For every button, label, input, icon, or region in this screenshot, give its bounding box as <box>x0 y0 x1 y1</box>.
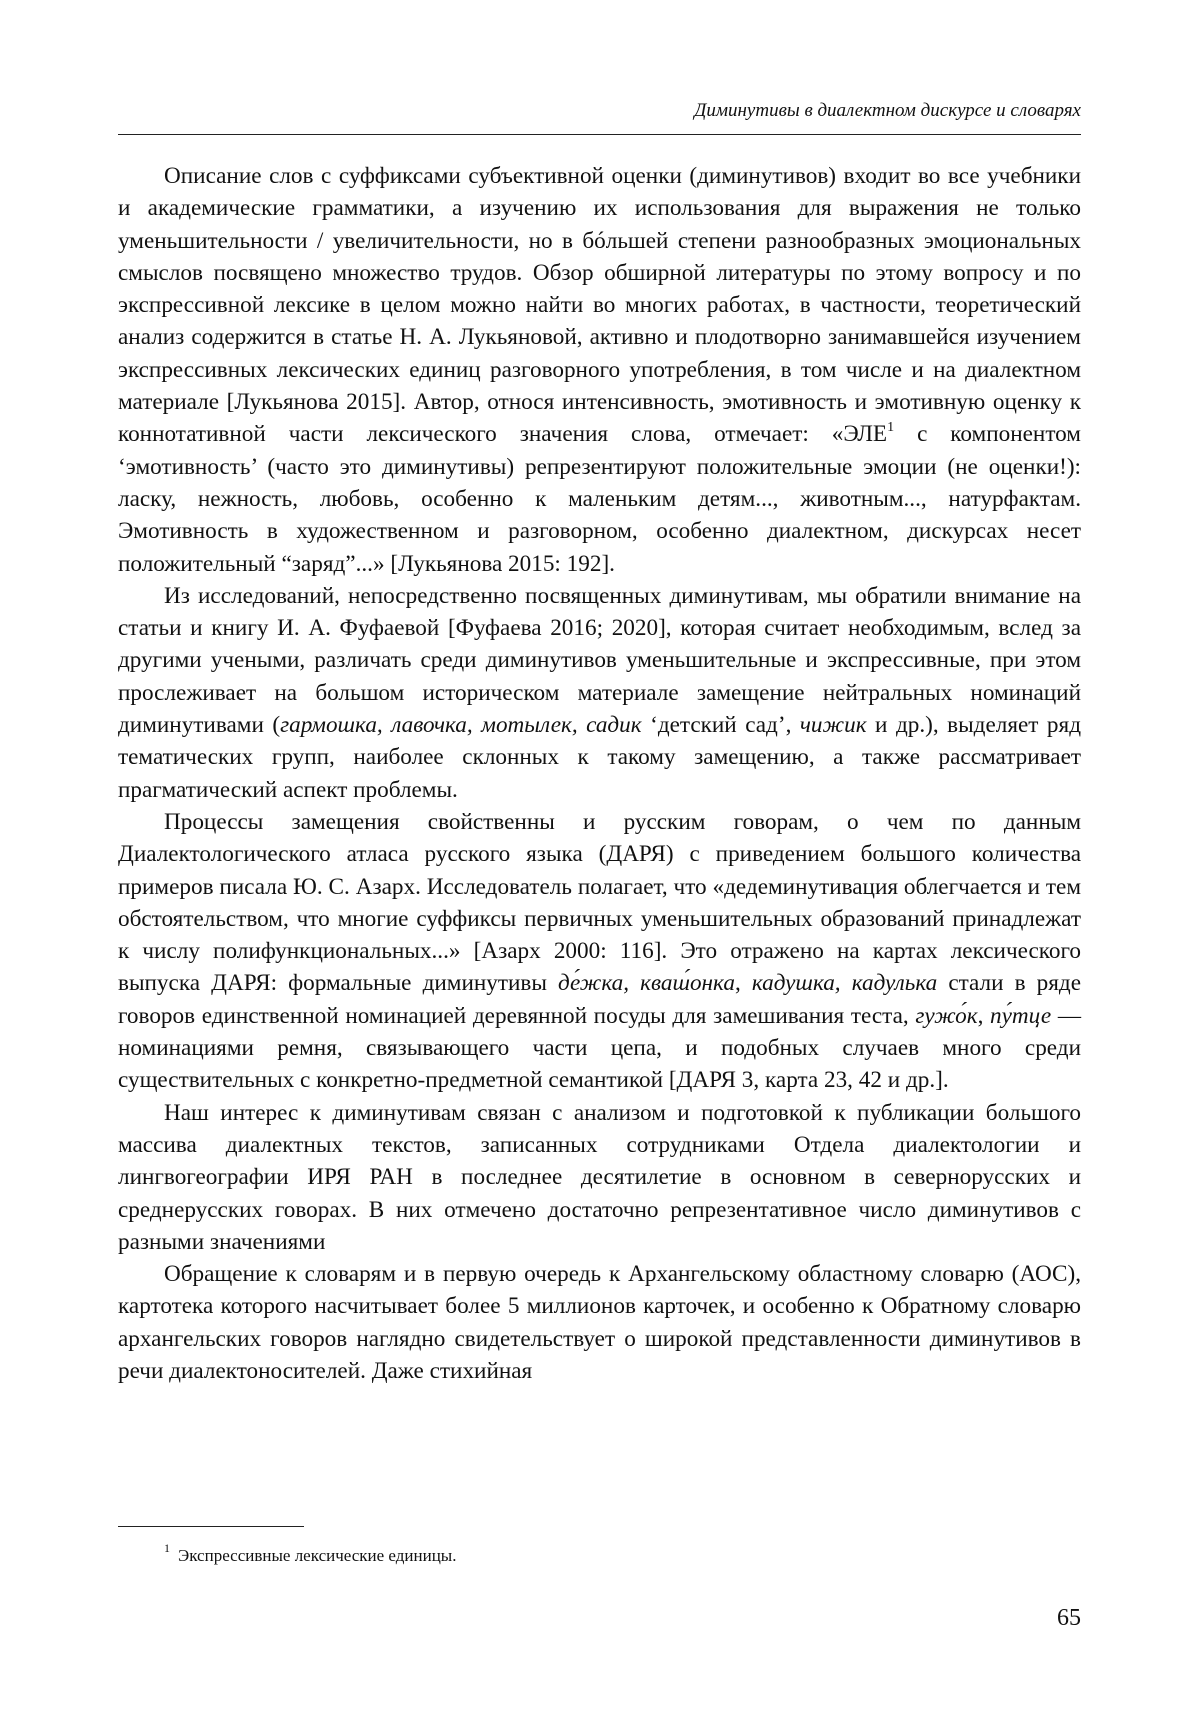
italic-example: чижик <box>799 712 867 739</box>
page <box>118 0 1081 1710</box>
footnote-rule <box>118 1526 304 1527</box>
text-segment: ‘детский сад’, <box>641 712 800 739</box>
text-segment: Процессы замещения свойственны и русским говорам, о чем по данным Диалектологического атласа русского языка (ДАРЯ) с приведением большого количества примеров писала Ю. С. Азарх. Исследователь полагает, что «дедеминутивация облегчается и тем обстоятельством, что многие суффиксы первичных уменьшительных образований принадлежат к числу полифункциональных...» [Азарх 2000: 116]. Это отражено на картах лексического выпуска ДАРЯ: формальные диминутивы <box>118 808 1081 997</box>
italic-example: де́жка, кваш́онка <box>558 970 735 997</box>
italic-example: пу́тце <box>990 1002 1052 1029</box>
text-segment: Описание слов с суффиксами субъективной оценки (диминутивов) входит во все учебники и академические грамматики, а изучению их использования для выражения не только уменьшительности / увеличительности, но в бóльшей степени разнообразных эмоциональных смыслов посвящено множество трудов. Обзор обширной литературы по этому вопросу и по экспрессивной лексике в целом можно найти во многих работах, в частности, теоретический анализ содержится в статье Н. А. Лукьяновой, активно и плодотворно занимавшейся изучением экспрессивных лексических единиц разговорного употребления, в том числе и на диалектном материале [Лукьянова 2015]. Автор, относя интенсивность, эмотивность и эмотивную оценку к коннотативной части лексического значения слова, отмечает: «ЭЛЕ <box>118 163 1081 448</box>
text-segment: , <box>734 970 752 997</box>
page-number: 65 <box>1057 1605 1081 1631</box>
italic-example: гармошка, лавочка, мотылек, садик <box>280 712 642 739</box>
footnote-text: Экспрессивные лексические единицы. <box>178 1546 457 1565</box>
italic-example: гужо́к <box>915 1002 978 1029</box>
text-segment: и др.), выделяет ряд тематических групп, наиболее склонных к такому замещению, а также рассматривает прагматический аспект проблемы. <box>118 712 1081 803</box>
text-segment: с компонентом ‘эмотивность’ (часто это диминутивы) репрезентируют положительные эмоции (не оценки!): ласку, нежность, любовь, особенно к маленьким детям..., животным..., натурфактам. Эмотивность в художественном и разговорном, особенно диалектном, дискурсах несет положительный “заряд”...» [Лукьянова 2015: 192]. <box>118 421 1081 577</box>
text-segment: стали в ряде говоров единственной номинацией деревянной посуды для замешивания теста, <box>118 970 1082 1029</box>
text-segment: Наш интерес к диминутивам связан с анализом и подготовкой к публикации большого массива диалектных текстов, записанных сотрудниками Отдела диалектологии и лингвогеографии ИРЯ РАН в последнее десятилетие в основном в севернорусских и среднерусских говорах. В них отмечено достаточно репрезентативное число диминутивов с разными значениями <box>118 1099 1081 1255</box>
paragraph <box>118 806 1081 1097</box>
footnote <box>164 1541 457 1566</box>
italic-example: кадушка, кадулька <box>751 970 938 997</box>
body-text <box>118 160 1081 1387</box>
text-segment: Обращение к словарям и в первую очередь к Архангельскому областному словарю (АОС), картотека которого насчитывает более 5 миллионов карточек, и особенно к Обратному словарю архангельских говоров наглядно свидетельствует о широкой представленности диминутивов в речи диалектоносителей. Даже стихийная <box>118 1261 1081 1384</box>
paragraph <box>118 580 1081 806</box>
text-segment: , <box>977 1002 991 1029</box>
running-head: Диминутивы в диалектном дискурсе и словарях <box>694 100 1081 121</box>
footnote-ref: 1 <box>887 419 895 435</box>
paragraph <box>118 1258 1081 1387</box>
paragraph <box>118 160 1081 580</box>
paragraph <box>118 1097 1081 1258</box>
header-rule <box>118 134 1081 135</box>
footnote-number: 1 <box>164 1541 170 1556</box>
text-segment: Из исследований, непосредственно посвященных диминутивам, мы обратили внимание на статьи и книгу И. А. Фуфаевой [Фуфаева 2016; 2020], которая считает необходимым, вслед за другими учеными, различать среди диминутивов уменьшительные и экспрессивные, при этом прослеживает на большом историческом материале замещение нейтральных номинаций диминутивами ( <box>118 582 1081 739</box>
text-segment: — номинациями ремня, связывающего части цепа, и подобных случаев много среди существительных с конкретно-предметной семантикой [ДАРЯ 3, карта 23, 42 и др.]. <box>118 1002 1082 1094</box>
